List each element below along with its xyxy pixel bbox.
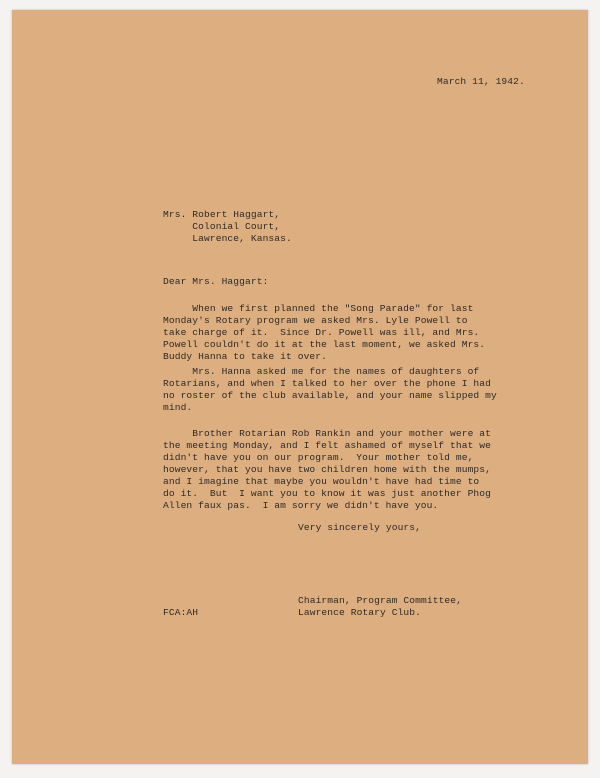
complimentary-closing: Very sincerely yours, (298, 522, 422, 533)
body-paragraph-3: Brother Rotarian Rob Rankin and your mother were at the meeting Monday, and I felt ashamed of myself that we didn't have you on our program. Your mother told me, however, that you have two children home with the mumps, and I imagine that maybe you wouldn't have had time to do it. But I want you to know it was just another Phog Allen faux pas. I am sorry we didn't have you. (163, 428, 492, 511)
recipient-address: Mrs. Robert Haggart, Colonial Court, Lawrence, Kansas. (163, 209, 292, 244)
signature-block: Chairman, Program Committee, Lawrence Rotary Club. (298, 595, 463, 618)
reference-initials: FCA:AH (163, 607, 199, 618)
salutation: Dear Mrs. Haggart: (163, 276, 269, 287)
letter-date: March 11, 1942. (437, 76, 525, 87)
body-paragraph-2: Mrs. Hanna asked me for the names of daughters of Rotarians, and when I talked to her over the phone I had no roster of the club available, and your name slipped my mind. (163, 366, 497, 413)
letter-sheet (12, 10, 588, 764)
body-paragraph-1: When we first planned the "Song Parade" for last Monday's Rotary program we asked Mrs. Lyle Powell to take charge of it. Since Dr. Powell was ill, and Mrs. Powell couldn't do it at the last moment, we asked Mrs. Buddy Hanna to take it over. (163, 303, 486, 362)
